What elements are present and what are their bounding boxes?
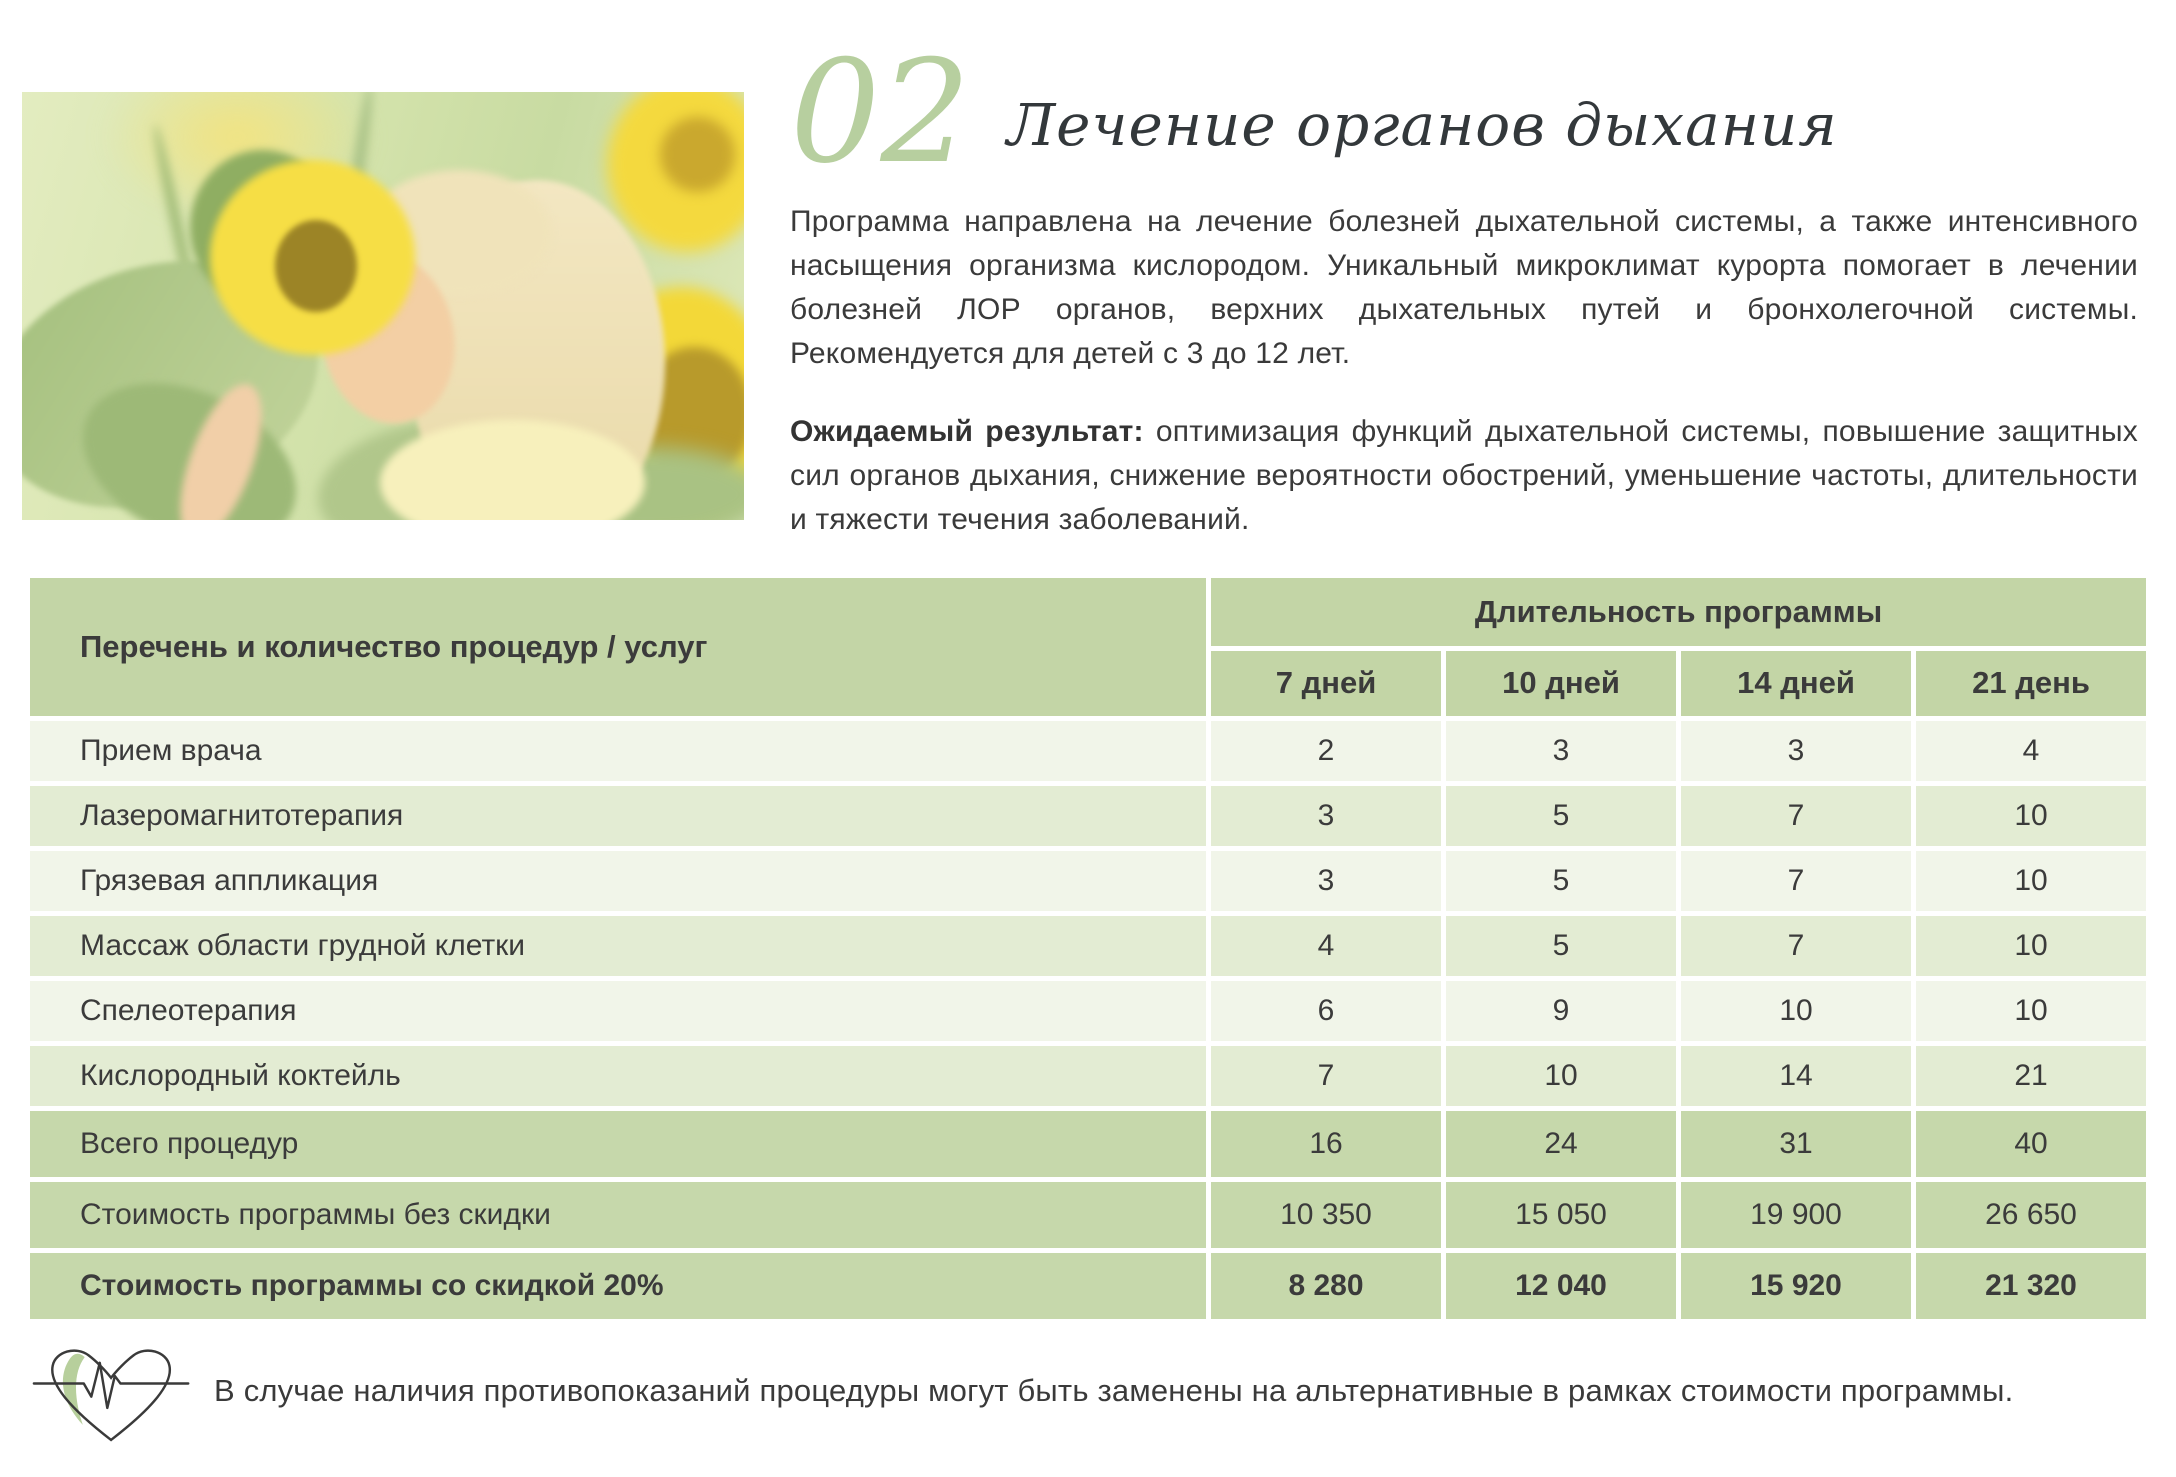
- row-label: Кислородный коктейль: [30, 1046, 1206, 1106]
- cell-value: 10: [1446, 1046, 1676, 1106]
- table-row: [30, 981, 2146, 1041]
- table-row: [30, 851, 2146, 911]
- footnote-text: В случае наличия противопоказаний процедуры могут быть заменены на альтернативные в рамках стоимости программы.: [214, 1373, 2014, 1408]
- cell-value: 3: [1211, 786, 1441, 846]
- cell-value: 6: [1211, 981, 1441, 1041]
- row-label: Спелеотерапия: [30, 981, 1206, 1041]
- cell-value: 8 280: [1211, 1253, 1441, 1319]
- section-number: 02: [790, 30, 971, 195]
- row-label: Массаж области грудной клетки: [30, 916, 1206, 976]
- row-label: Всего процедур: [30, 1111, 1206, 1177]
- photo-girl-sunflowers: [22, 92, 744, 520]
- cell-value: 7: [1681, 851, 1911, 911]
- table-row-discount-price: [30, 1253, 2146, 1319]
- cell-value: 15 920: [1681, 1253, 1911, 1319]
- duration-col-10-days: 10 дней: [1446, 651, 1676, 716]
- cell-value: 15 050: [1446, 1182, 1676, 1248]
- row-label: Стоимость программы со скидкой 20%: [30, 1253, 1206, 1319]
- cell-value: 10: [1916, 786, 2146, 846]
- intro-paragraph: Программа направлена на лечение болезней дыхательной системы, а также интенсивного насыщения организма кислородом. Уникальный микроклимат курорта помогает в лечении болезней ЛОР органов, верхних дыхательных путей и бронхолегочной системы. Рекомендуется для детей с 3 до 12 лет.: [790, 205, 2138, 370]
- row-label: Грязевая аппликация: [30, 851, 1206, 911]
- footnote: [32, 1332, 2142, 1450]
- cell-value: 31: [1681, 1111, 1911, 1177]
- cell-value: 9: [1446, 981, 1676, 1041]
- cell-value: 5: [1446, 916, 1676, 976]
- cell-value: 3: [1446, 721, 1676, 781]
- page-title: Лечение органов дыхания: [1006, 91, 1838, 159]
- row-label: Стоимость программы без скидки: [30, 1182, 1206, 1248]
- intro-section: [790, 30, 2138, 572]
- cell-value: 10: [1916, 916, 2146, 976]
- cell-value: 2: [1211, 721, 1441, 781]
- table-row: [30, 786, 2146, 846]
- cell-value: 12 040: [1446, 1253, 1676, 1319]
- expected-result-text: оптимизация функций дыхательной системы, повышение защитных сил органов дыхания, снижение вероятности обострений, уменьшение частоты, длительности и тяжести течения заболеваний.: [790, 415, 2139, 536]
- heart-pulse-icon: [32, 1332, 192, 1450]
- cell-value: 5: [1446, 851, 1676, 911]
- expected-result-label: Ожидаемый результат:: [790, 415, 1144, 448]
- cell-value: 26 650: [1916, 1182, 2146, 1248]
- duration-col-21-days: 21 день: [1916, 651, 2146, 716]
- cell-value: 7: [1681, 786, 1911, 846]
- cell-value: 3: [1211, 851, 1441, 911]
- cell-value: 19 900: [1681, 1182, 1911, 1248]
- cell-value: 24: [1446, 1111, 1676, 1177]
- cell-value: 10: [1916, 851, 2146, 911]
- procedures-table-wrap: [25, 573, 2151, 1324]
- page-heading: [790, 30, 2138, 195]
- cell-value: 10: [1916, 981, 2146, 1041]
- cell-value: 5: [1446, 786, 1676, 846]
- table-row: [30, 1046, 2146, 1106]
- cell-value: 7: [1681, 916, 1911, 976]
- cell-value: 10: [1681, 981, 1911, 1041]
- photo-sunflower-center: [660, 117, 735, 192]
- cell-value: 4: [1211, 916, 1441, 976]
- table-row: [30, 721, 2146, 781]
- cell-value: 21: [1916, 1046, 2146, 1106]
- table-header-duration: Длительность программы: [1211, 578, 2146, 646]
- table-row-total: [30, 1111, 2146, 1177]
- row-label: Прием врача: [30, 721, 1206, 781]
- row-label: Лазеромагнитотерапия: [30, 786, 1206, 846]
- procedures-table: [25, 573, 2151, 1324]
- cell-value: 16: [1211, 1111, 1441, 1177]
- duration-col-7-days: 7 дней: [1211, 651, 1441, 716]
- cell-value: 10 350: [1211, 1182, 1441, 1248]
- expected-result-paragraph: [790, 410, 2138, 542]
- table-row-price: [30, 1182, 2146, 1248]
- cell-value: 7: [1211, 1046, 1441, 1106]
- photo-sunflower-center: [275, 220, 357, 312]
- cell-value: 14: [1681, 1046, 1911, 1106]
- cell-value: 21 320: [1916, 1253, 2146, 1319]
- duration-col-14-days: 14 дней: [1681, 651, 1911, 716]
- cell-value: 40: [1916, 1111, 2146, 1177]
- table-row: [30, 916, 2146, 976]
- cell-value: 4: [1916, 721, 2146, 781]
- table-header-procedures: Перечень и количество процедур / услуг: [30, 578, 1206, 716]
- cell-value: 3: [1681, 721, 1911, 781]
